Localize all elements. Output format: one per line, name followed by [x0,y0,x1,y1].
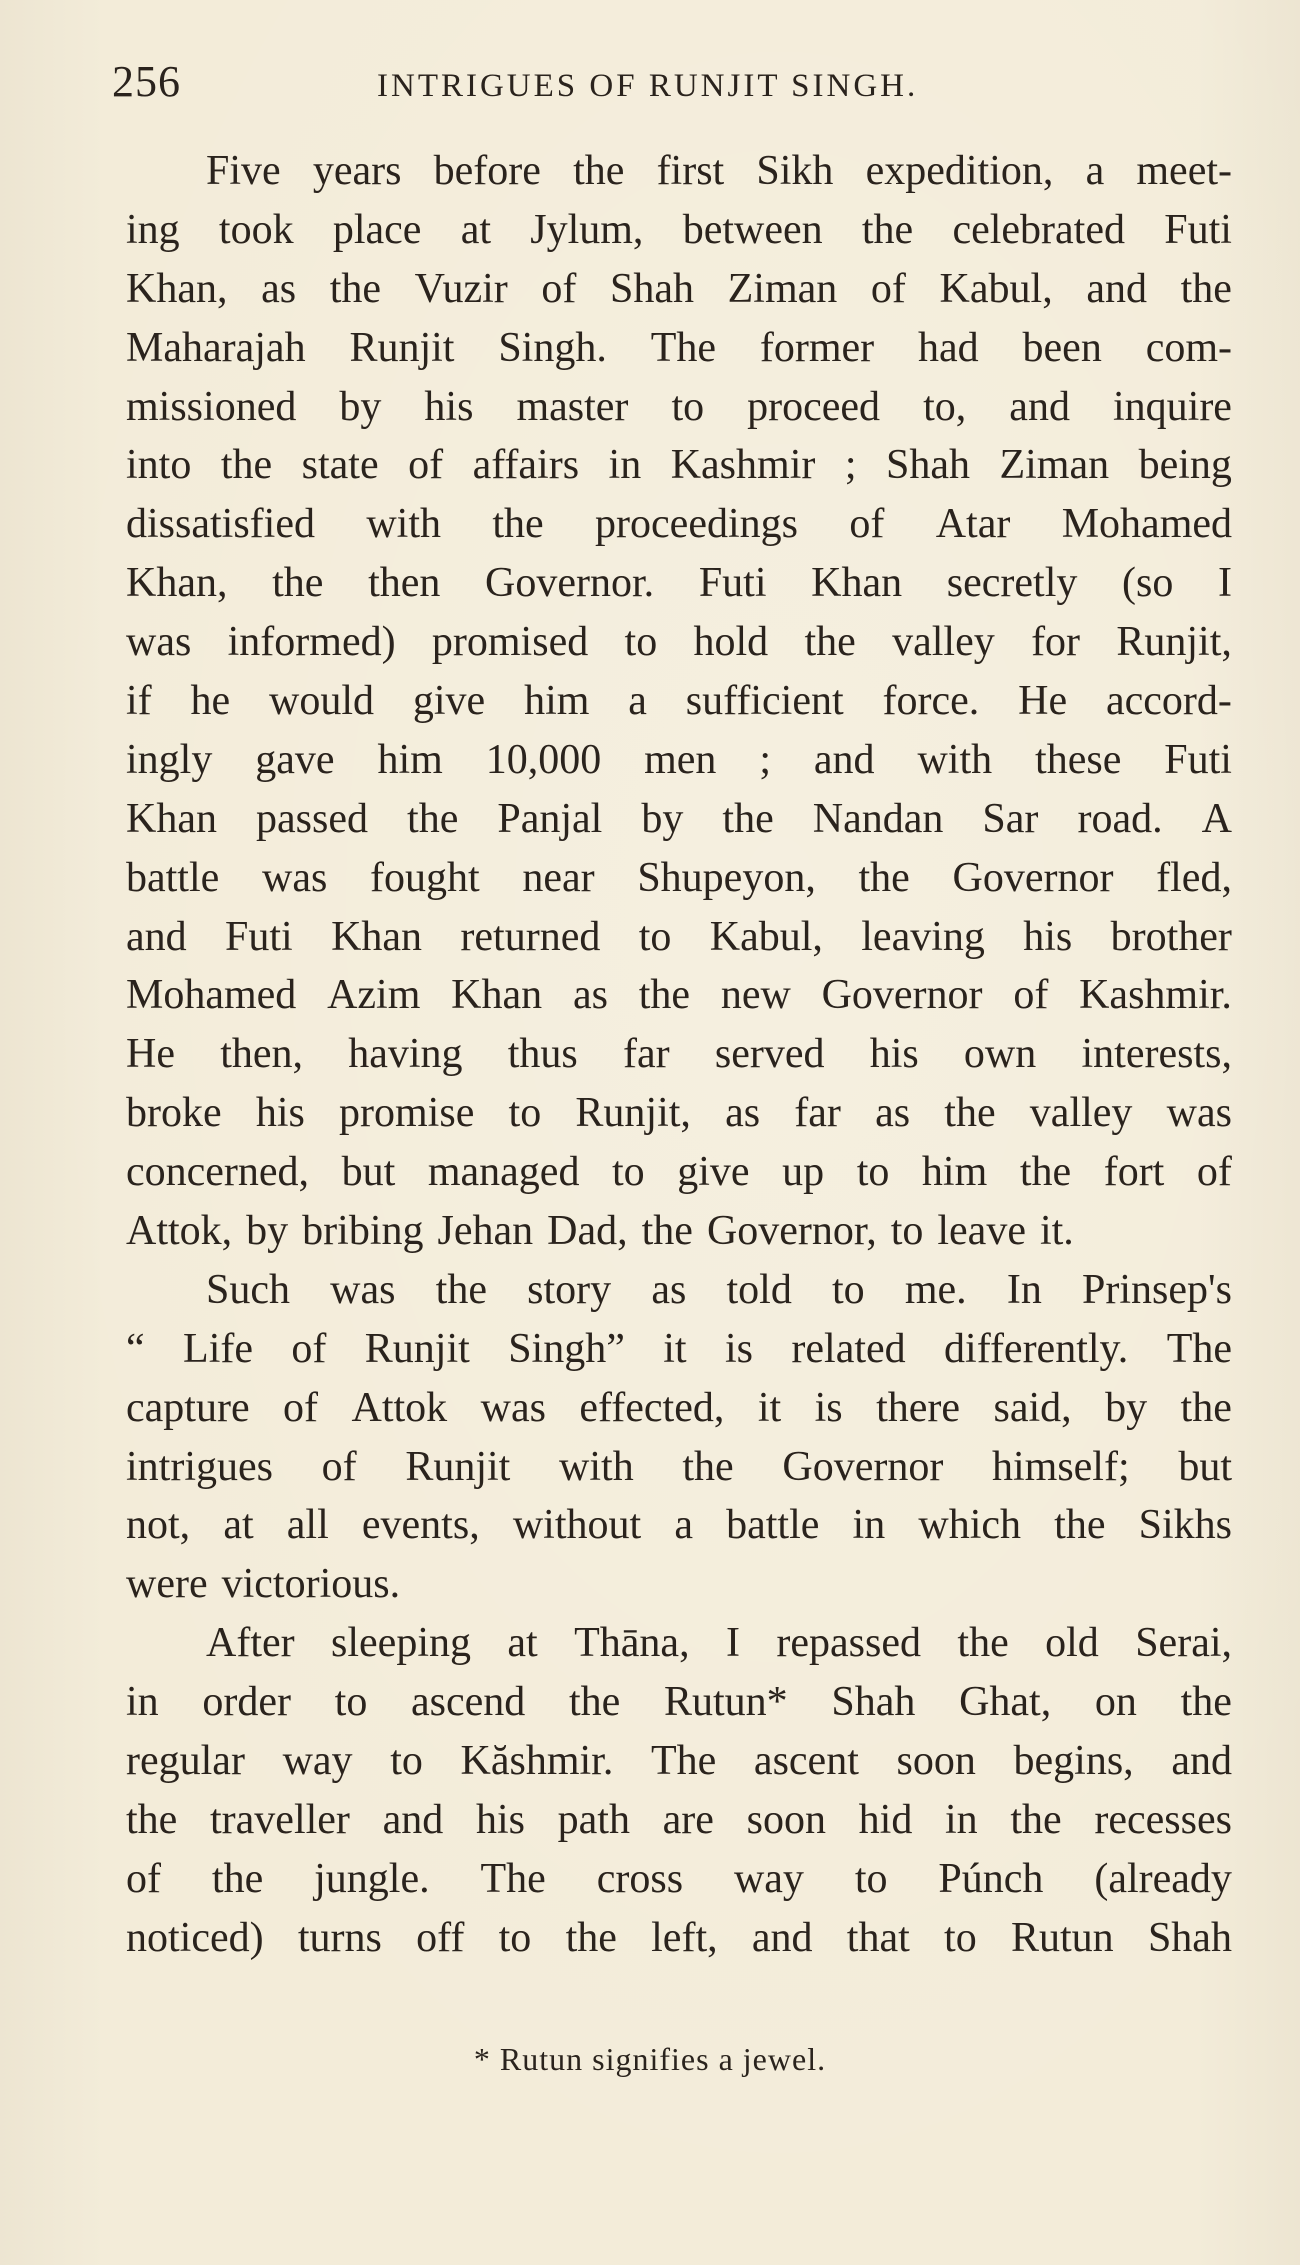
text-line: battle was fought near Shupeyon, the Governor fled, [126,854,1232,901]
text-line: and Futi Khan returned to Kabul, leaving his brother [126,913,1232,960]
text-line: intrigues of Runjit with the Governor himself; but [126,1443,1232,1490]
text-line: After sleeping at Thāna, I repassed the old Serai, [206,1620,1232,1667]
text-line: Khan passed the Panjal by the Nandan Sar road. A [126,795,1232,842]
text-line: concerned, but managed to give up to him the fort of [126,1149,1232,1196]
text-line: Khan, as the Vuzir of Shah Ziman of Kabul, and the [126,265,1232,312]
text-line: broke his promise to Runjit, as far as the valley was [126,1090,1232,1137]
running-title: INTRIGUES OF RUNJIT SINGH. [377,68,919,104]
text-line: capture of Attok was effected, it is there said, by the [126,1384,1232,1431]
text-line: missioned by his master to proceed to, and inquire [126,383,1232,430]
text-line: Attok, by bribing Jehan Dad, the Governor, to leave it. [126,1208,1074,1255]
text-line: in order to ascend the Rutun* Shah Ghat, on the [126,1679,1232,1726]
text-line: not, at all events, without a battle in which the Sikhs [126,1502,1232,1549]
text-line: regular way to Kăshmir. The ascent soon begins, and [126,1738,1232,1785]
text-line: noticed) turns off to the left, and that to Rutun Shah [126,1914,1232,1961]
text-line: if he would give him a sufficient force. He accord- [126,678,1232,725]
text-line: ing took place at Jylum, between the celebrated Futi [126,206,1232,253]
text-line: was informed) promised to hold the valley for Runjit, [126,619,1232,666]
text-line: Khan, the then Governor. Futi Khan secretly (so I [126,560,1232,607]
page-number: 256 [112,57,181,106]
text-line: “ Life of Runjit Singh” it is related differently. The [126,1325,1232,1372]
text-line: Maharajah Runjit Singh. The former had been com- [126,324,1232,371]
text-line: dissatisfied with the proceedings of Atar Mohamed [126,501,1232,548]
text-line: Mohamed Azim Khan as the new Governor of Kashmir. [126,972,1232,1019]
text-line: He then, having thus far served his own interests, [126,1031,1232,1078]
text-line: into the state of affairs in Kashmir ; Shah Ziman being [126,442,1232,489]
text-line: of the jungle. The cross way to Púnch (already [126,1855,1232,1902]
text-line: were victorious. [126,1561,401,1608]
text-line: Five years before the first Sikh expedition, a meet- [206,148,1232,194]
body-text [126,142,1232,1968]
running-head [112,52,1232,112]
text-line: the traveller and his path are soon hid in the recesses [126,1796,1232,1843]
text-line: ingly gave him 10,000 men ; and with these Futi [126,736,1232,783]
footnote: * Rutun signifies a jewel. [473,2041,827,2077]
text-line: Such was the story as told to me. In Prinsep's [206,1266,1232,1313]
